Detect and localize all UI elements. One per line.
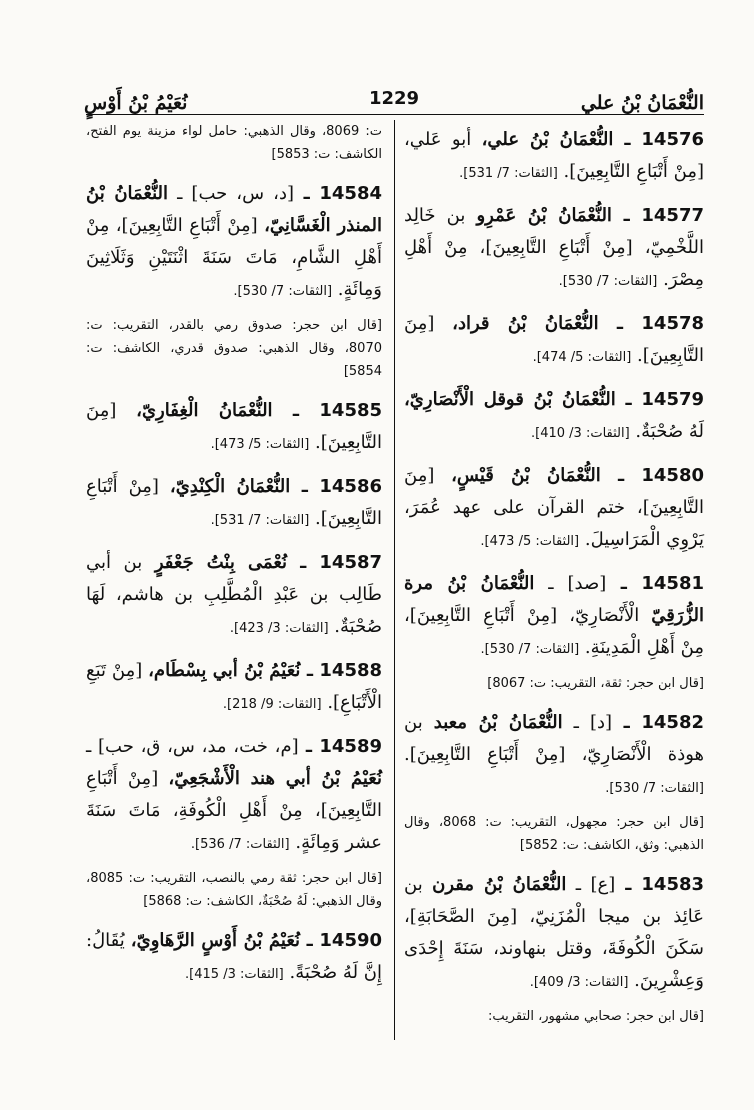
editor-note: [قال ابن حجر: مجهول، التقريب: ت: 8068، وقال الذهبي: وثق، الكاشف: ت: 5852]	[404, 815, 704, 853]
entry-name: النُّعْمَانُ الْغِفَارِيّ،	[136, 400, 273, 421]
entry-tags: [د، س، حب] ـ	[168, 183, 294, 204]
entry-number: 14576	[641, 129, 705, 150]
entry-name: النُّعْمَانُ بْنُ قوقل الْأَنْصَارِيّ،	[404, 389, 616, 410]
entry-name: النُّعْمَانُ بْنُ معبد	[433, 712, 563, 733]
entry-number: 14584	[319, 183, 382, 204]
biography-entry: 14576 ـ النُّعْمَانُ بْنُ علي، أبو عَلي، [مِنْ أَتْبَاعِ التَّابِعِينَ]. [الثقات: 7/ 531].	[404, 129, 705, 182]
entry-reference: [الثقات: 3/ 423].	[229, 621, 329, 636]
entry-text: [مِنْ أَتْبَاعِ التَّابِعِينَ]، مِنْ أَهْلِ الشَّامِ، مَاتَ سَنَةَ اثْنَتَيْنِ وَثَلَاثِينَ وَمِائَةٍ.	[86, 215, 382, 300]
entry-name: نُعَيْمُ بْنُ أَوْسٍ الرَّهَاوِيّ،	[130, 930, 301, 951]
entry-number: 14578	[641, 313, 705, 334]
entry-reference: [الثقات: 7/ 530].	[480, 642, 580, 657]
editor-note: [قال ابن حجر: ثقة رمي بالنصب، التقريب: ت: 8085، وقال الذهبي: لَهُ صُحْبَةٌ، الكاشف: ت: 5868]	[86, 871, 382, 909]
entry-text: [مِنَ التَّابِعِينَ].	[404, 313, 704, 366]
entry-text: بن عَائِذ بن ميجا الْمُزَنِيّ، [مِنَ الصَّحَابَةِ]، سَكَنَ الْكُوفَةَ، وقتل بنهاوند، سَنَةَ إِحْدَى وَعِشْرِينَ.	[404, 874, 704, 991]
entry-name: نُعْمَى بِنْتُ جَعْفَرٍ	[154, 552, 288, 573]
entry-reference: [الثقات: 7/ 531].	[210, 513, 310, 528]
biography-entry: 14585 ـ النُّعْمَانُ الْغِفَارِيّ، [مِنَ التَّابِعِينَ]. [الثقات: 5/ 473].	[86, 400, 383, 453]
entry-name: النُّعْمَانُ بْنُ المنذر الْغَسَّانِيّ،	[86, 183, 383, 236]
biography-entry: 14583 ـ [ع] ـ النُّعْمَانُ بْنُ مقرن بن عَائِذ بن ميجا الْمُزَنِيّ، [مِنَ الصَّحَابَةِ]، سَكَنَ الْكُوفَةَ، وقتل بنهاوند، سَنَةَ إِحْدَى وَعِشْرِينَ. [الثقات: 3/ 409].	[404, 874, 705, 991]
page-number: 1229	[368, 88, 420, 109]
entry-tags: [د] ـ	[562, 712, 613, 733]
entry-tags: [ع] ـ	[566, 874, 616, 895]
column-divider	[394, 120, 395, 1040]
header-right-title: النُّعْمَانُ بْنُ علي	[580, 92, 704, 114]
entry-reference: [الثقات: 5/ 474].	[532, 350, 632, 365]
entry-number: 14580	[641, 465, 704, 486]
entry-tags: [م، خت، مد، س، ق، حب] ـ	[86, 736, 299, 757]
entry-name: النُّعْمَانُ بْنُ مرة الزُّرَقِيّ	[404, 573, 704, 626]
entry-number: 14583	[641, 874, 705, 895]
entry-text: لَهُ صُحْبَةٌ.	[635, 421, 704, 442]
editor-note: [قال ابن حجر: ثقة، التقريب: ت: 8067]	[487, 676, 704, 691]
entry-number: 14585	[319, 400, 383, 421]
entry-text: [مِنْ أَتْبَاعِ التَّابِعِينَ]، مِنْ أَهْلِ الْكُوفَةِ، مَاتَ سَنَةَ عشر وَمِائَةٍ.	[86, 768, 382, 853]
header-rule	[86, 114, 704, 115]
entry-number: 14590	[319, 930, 383, 951]
right-column	[404, 124, 704, 1040]
entry-name: النُّعْمَانُ بْنُ مقرن	[432, 874, 567, 895]
entry-text: بن هوذة الْأَنْصَارِيّ، [مِنْ أَتْبَاعِ التَّابِعِينَ].	[404, 712, 704, 765]
entry-number: 14577	[641, 205, 704, 226]
entry-reference: [الثقات: 7/ 530].	[233, 284, 333, 299]
entry-name: نُعَيْمُ بْنُ أبي هند الْأَشْجَعِيّ،	[168, 768, 382, 789]
entry-text: بن أبي طَالِب بن عَبْدِ الْمُطَّلِبِ بن هاشم، لَهَا صُحْبَةٌ.	[86, 552, 382, 637]
biography-entry: 14590 ـ نُعَيْمُ بْنُ أَوْسٍ الرَّهَاوِيّ، يُقَالُ: إِنَّ لَهُ صُحْبَةً. [الثقات: 3/ 415].	[86, 930, 383, 983]
biography-entry: 14586 ـ النُّعْمَانُ الْكِنْدِيّ، [مِنْ أَتْبَاعِ التَّابِعِينَ]. [الثقات: 7/ 531].	[86, 476, 382, 529]
entry-text: [مِنْ تَبَعِ الْأَتْبَاعِ].	[86, 660, 382, 713]
biography-entry: 14580 ـ النُّعْمَانُ بْنُ قَيْسٍ، [مِنَ التَّابِعِينَ]، ختم القرآن على عهد عُمَرَ، يَرْوِي الْمَرَاسِيلَ. [الثقات: 5/ 473].	[404, 465, 704, 550]
entry-number: 14587	[319, 552, 383, 573]
entry-reference: [الثقات: 9/ 218].	[222, 697, 322, 712]
entry-text: [مِنَ التَّابِعِينَ].	[86, 400, 382, 453]
entry-tags: [صد] ـ	[534, 573, 607, 594]
entry-number: 14586	[319, 476, 382, 497]
entry-reference: [الثقات: 3/ 415].	[185, 967, 284, 982]
biography-entry: 14582 ـ [د] ـ النُّعْمَانُ بْنُ معبد بن هوذة الْأَنْصَارِيّ، [مِنْ أَتْبَاعِ التَّابِعِينَ]. [الثقات: 7/ 530].	[404, 712, 704, 796]
biography-entry: 14584 ـ [د، س، حب] ـ النُّعْمَانُ بْنُ المنذر الْغَسَّانِيّ، [مِنْ أَتْبَاعِ التَّابِعِينَ]، مِنْ أَهْلِ الشَّامِ، مَاتَ سَنَةَ اثْنَتَيْنِ وَثَلَاثِينَ وَمِائَةٍ. [الثقات: 7/ 530].	[86, 183, 383, 300]
entry-name: النُّعْمَانُ بْنُ قَيْسٍ،	[451, 465, 601, 486]
entry-number: 14588	[319, 660, 383, 681]
entry-reference: [الثقات: 5/ 473].	[210, 437, 310, 452]
entry-reference: [الثقات: 7/ 530].	[605, 781, 704, 796]
entry-reference: [الثقات: 7/ 530].	[558, 274, 658, 289]
biography-entry: 14588 ـ نُعَيْمُ بْنُ أبي بِسْطَام، [مِنْ تَبَعِ الْأَتْبَاعِ]. [الثقات: 9/ 218].	[86, 660, 383, 713]
header-left-title: نُعَيْمُ بْنُ أَوْسٍ	[84, 92, 188, 114]
entry-text: [مِنْ أَتْبَاعِ التَّابِعِينَ].	[86, 476, 382, 529]
biography-entry: 14578 ـ النُّعْمَانُ بْنُ قراد، [مِنَ التَّابِعِينَ]. [الثقات: 5/ 474].	[404, 313, 705, 366]
biography-entry: 14589 ـ [م، خت، مد، س، ق، حب] ـ نُعَيْمُ بْنُ أبي هند الْأَشْجَعِيّ، [مِنْ أَتْبَاعِ التَّابِعِينَ]، مِنْ أَهْلِ الْكُوفَةِ، مَاتَ سَنَةَ عشر وَمِائَةٍ. [الثقات: 7/ 536].	[86, 736, 382, 853]
left-column	[86, 124, 382, 1001]
entry-reference: [الثقات: 3/ 410].	[530, 426, 630, 441]
entry-name: نُعَيْمُ بْنُ أبي بِسْطَام،	[148, 660, 301, 681]
biography-entry: 14577 ـ النُّعْمَانُ بْنُ عَمْرِو بن خَالِد اللَّخْمِيّ، [مِنْ أَتْبَاعِ التَّابِعِينَ]، مِنْ أَهْلِ مِصْرَ. [الثقات: 7/ 530].	[404, 205, 704, 290]
editor-note: [قال ابن حجر: صحابي مشهور، التقريب:	[487, 1009, 704, 1024]
biography-entry: 14581 ـ [صد] ـ النُّعْمَانُ بْنُ مرة الزُّرَقِيّ الْأَنْصَارِيّ، [مِنْ أَتْبَاعِ التَّابِعِينَ]، مِنْ أَهْلِ الْمَدِينَةِ. [الثقات: 7/ 530].	[404, 573, 704, 658]
biography-entry: 14587 ـ نُعْمَى بِنْتُ جَعْفَرٍ بن أبي طَالِب بن عَبْدِ الْمُطَّلِبِ بن هاشم، لَهَا صُحْبَةٌ. [الثقات: 3/ 423].	[86, 552, 383, 637]
entry-number: 14582	[641, 712, 704, 733]
entry-name: النُّعْمَانُ بْنُ علي،	[481, 129, 614, 150]
entry-reference: [الثقات: 7/ 531].	[459, 166, 558, 181]
entry-number: 14589	[319, 736, 382, 757]
entry-reference: [الثقات: 3/ 409].	[529, 975, 629, 990]
biography-entry: 14579 ـ النُّعْمَانُ بْنُ قوقل الْأَنْصَارِيّ، لَهُ صُحْبَةٌ. [الثقات: 3/ 410].	[404, 389, 705, 442]
entry-name: النُّعْمَانُ بْنُ عَمْرِو	[476, 205, 612, 226]
editor-note: ت: 8069، وقال الذهبي: حامل لواء مزينة يوم الفتح، الكاشف: ت: 5853]	[86, 124, 382, 162]
entry-number: 14579	[641, 389, 705, 410]
entry-reference: [الثقات: 7/ 536].	[190, 837, 290, 852]
entry-text: يُقَالُ: إِنَّ لَهُ صُحْبَةً.	[86, 930, 382, 983]
entry-text: الْأَنْصَارِيّ، [مِنْ أَتْبَاعِ التَّابِعِينَ]، مِنْ أَهْلِ الْمَدِينَةِ.	[404, 605, 704, 658]
entry-name: النُّعْمَانُ بْنُ قراد،	[452, 313, 599, 334]
entry-reference: [الثقات: 5/ 473].	[480, 534, 580, 549]
entry-text: أبو عَلي، [مِنْ أَتْبَاعِ التَّابِعِينَ].	[404, 129, 704, 182]
entry-text: بن خَالِد اللَّخْمِيّ، [مِنْ أَتْبَاعِ التَّابِعِينَ]، مِنْ أَهْلِ مِصْرَ.	[404, 205, 704, 290]
entry-text: [مِنَ التَّابِعِينَ]، ختم القرآن على عهد عُمَرَ، يَرْوِي الْمَرَاسِيلَ.	[404, 465, 704, 550]
editor-note: [قال ابن حجر: صدوق رمي بالقدر، التقريب: ت: 8070، وقال الذهبي: صدوق قدري، الكاشف: ت: 5854]	[86, 318, 382, 379]
entry-number: 14581	[641, 573, 704, 594]
entry-name: النُّعْمَانُ الْكِنْدِيّ،	[169, 476, 291, 497]
